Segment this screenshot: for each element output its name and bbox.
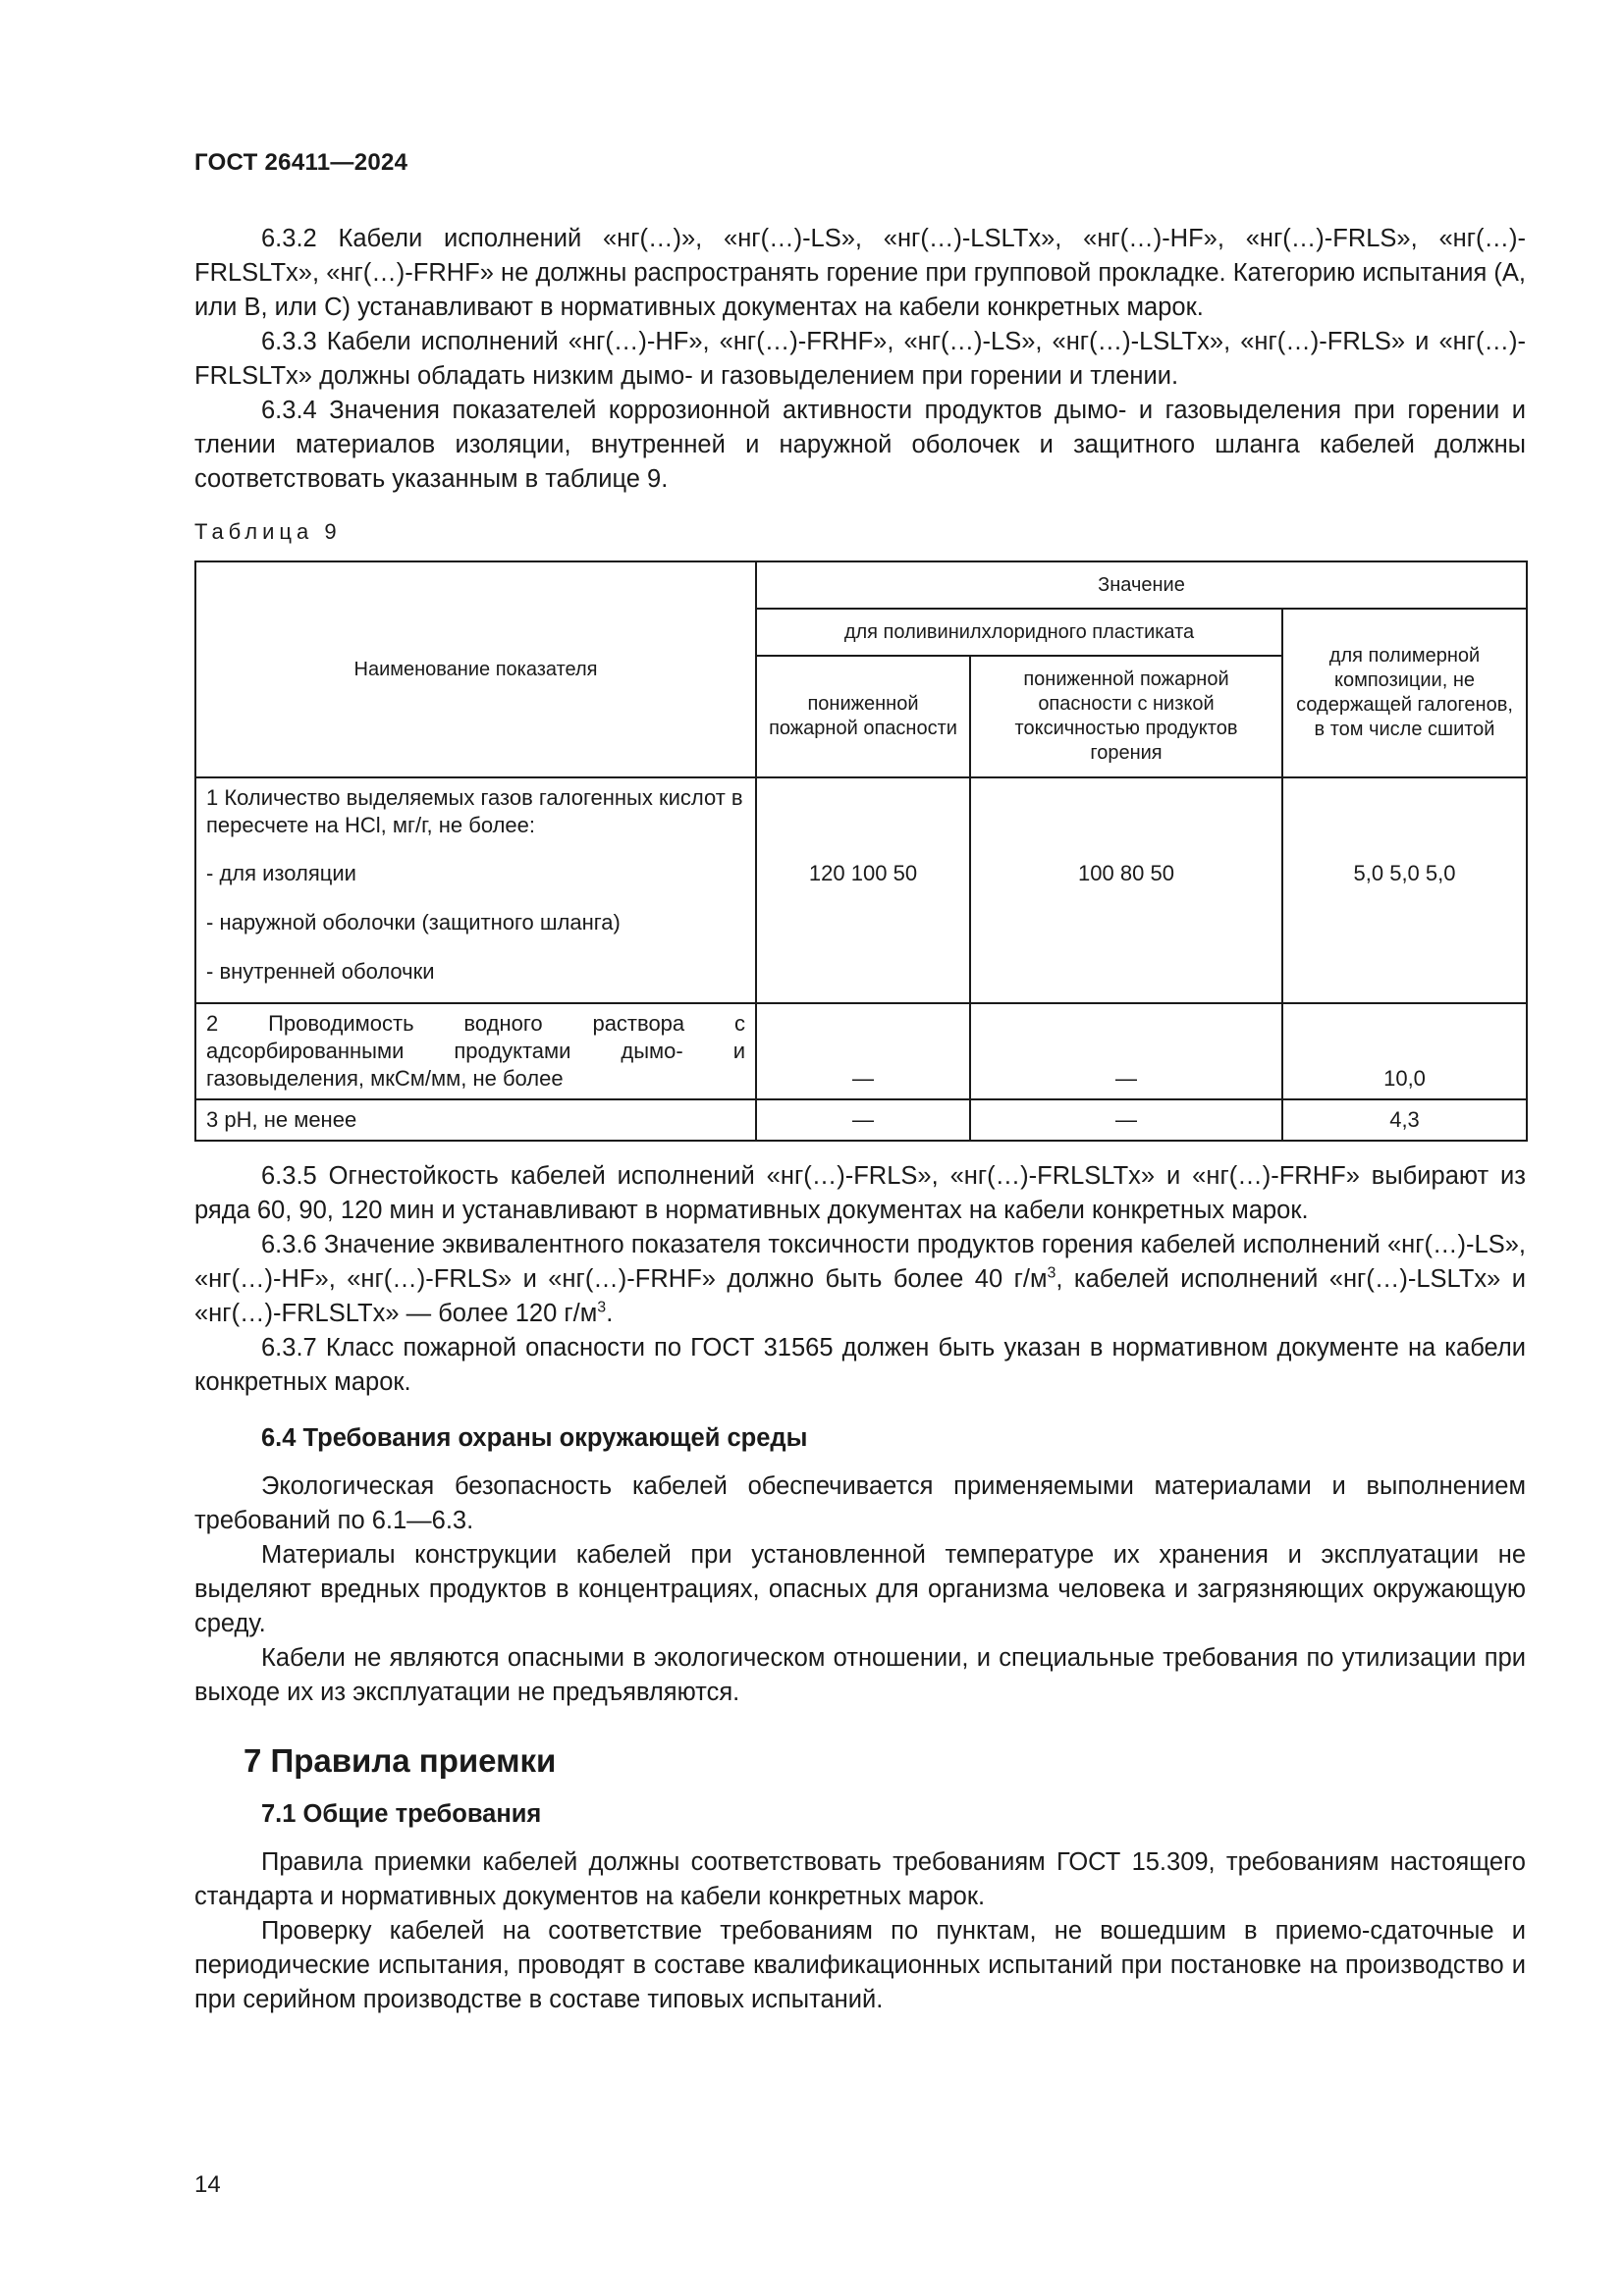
row1-sub-label: - для изоляции [206, 861, 356, 885]
header-halogen-free: для полимерной композиции, не содержащей галогенов, в том числе сшитой [1282, 609, 1527, 777]
row1-sub-label: - наружной оболочки (защитного шланга) [206, 910, 621, 934]
paragraph-6-3-4: 6.3.4 Значения показателей коррозионной активности продуктов дымо- и газовыделения при горении и тлении материалов изоляции, внутренней и наружной оболочек и защитного шланга кабелей должны соответствовать указанным в таблице 9. [194, 397, 1526, 493]
row1-col-pvc-low [756, 777, 970, 1003]
table-row [195, 1099, 1527, 1141]
row3-name: 3 рН, не менее [195, 1099, 756, 1141]
page-content [194, 222, 1526, 2017]
table-row [195, 777, 1527, 1003]
paragraph-6-3-3: 6.3.3 Кабели исполнений «нг(…)-HF», «нг(…)-FRHF», «нг(…)-LS», «нг(…)-LSLTx», «нг(…)-FRLS» и «нг(…)-FRLSLTx» должны обладать низким дымо- и газовыделением при горении и тлении. [194, 328, 1526, 390]
header-value-group: Значение [756, 561, 1527, 609]
paragraph-6-4-1: Экологическая безопасность кабелей обеспечивается применяемыми материалами и выполнением требований по 6.1—6.3. [194, 1472, 1526, 1534]
row1-sub-label: - внутренней оболочки [206, 959, 435, 984]
row1-col-halogen-free [1282, 777, 1527, 1003]
section-6-4-title: 6.4 Требования охраны окружающей среды [261, 1424, 808, 1452]
page-number: 14 [194, 2171, 221, 2198]
superscript: 3 [1047, 1264, 1056, 1282]
row3-col-halogen-free: 4,3 [1282, 1099, 1527, 1141]
header-pvc-low-fire-low-toxicity: пониженной пожарной опасности с низкой токсичностью продуктов горения [970, 656, 1282, 777]
table-row [195, 1003, 1527, 1099]
row1-title: 1 Количество выделяемых газов галогенных кислот в пересчете на HCl, мг/г, не более: [206, 785, 743, 837]
paragraph-6-3-2: 6.3.2 Кабели исполнений «нг(…)», «нг(…)-LS», «нг(…)-LSLTx», «нг(…)-HF», «нг(…)-FRLS», «нг(…)-FRLSLTx», «нг(…)-FRHF» не должны распространять горение при групповой прокладке. Категорию испытания (А, или В, или С) устанавливают в нормативных документах на кабели конкретных марок. [194, 225, 1526, 321]
paragraph-6-3-6: 6.3.6 Значение эквивалентного показателя токсичности продуктов горения кабелей исполнений «нг(…)-LS», «нг(…)-HF», «нг(…)-FRLS» и «нг(…)-FRHF» должно быть более 40 $г/м^3$, кабелей исполнений «нг(…)-LSLTx» и «нг(…)-FRLSLTx» — более 120 $г/м^3$. [194, 1231, 1526, 1327]
header-name-column: Наименование показателя [195, 561, 756, 777]
cell-value: 5,0 [1389, 861, 1420, 885]
cell-value: 100 [850, 861, 888, 885]
table-caption: Таблица 9 [194, 519, 342, 544]
cell-value: 80 [1119, 861, 1145, 885]
paragraph-6-3-5: 6.3.5 Огнестойкость кабелей исполнений «нг(…)-FRLS», «нг(…)-FRLSLTx» и «нг(…)-FRHF» выбирают из ряда 60, 90, 120 мин и устанавливают в нормативных документах на кабели конкретных марок. [194, 1162, 1526, 1224]
cell-value: 50 [1150, 861, 1174, 885]
paragraph-7-1-1: Правила приемки кабелей должны соответствовать требованиям ГОСТ 15.309, требованиям настоящего стандарта и нормативных документов на кабели конкретных марок. [194, 1848, 1526, 1910]
cell-value: 120 [808, 861, 845, 885]
row3-col-pvc-low: — [756, 1099, 970, 1141]
cell-value: 5,0 [1425, 861, 1456, 885]
row2-col-pvc-low: — [756, 1003, 970, 1099]
row2-col-halogen-free: 10,0 [1282, 1003, 1527, 1099]
cell-value: 5,0 [1353, 861, 1384, 885]
row1-col-pvc-low-tox [970, 777, 1282, 1003]
header-pvc-group: для поливинилхлоридного пластиката [756, 609, 1282, 656]
section-7-title: 7 Правила приемки [244, 1742, 557, 1779]
row2-name: 2 Проводимость водного раствора с адсорбированными продуктами дымо- и газовыделения, мкСм/мм, не более [195, 1003, 756, 1099]
row2-col-pvc-low-tox: — [970, 1003, 1282, 1099]
paragraph-6-4-2: Материалы конструкции кабелей при установленной температуре их хранения и эксплуатации не выделяют вредных продуктов в концентрациях, опасных для организма человека и загрязняющих окружающую среду. [194, 1541, 1526, 1637]
paragraph-6-3-7: 6.3.7 Класс пожарной опасности по ГОСТ 31565 должен быть указан в нормативном документе на кабели конкретных марок. [194, 1334, 1526, 1396]
superscript: 3 [597, 1299, 607, 1316]
document-header: ГОСТ 26411—2024 [194, 149, 408, 176]
cell-value: 50 [893, 861, 918, 885]
paragraph-6-4-3: Кабели не являются опасными в экологическом отношении, и специальные требования по утилизации при выходе их из эксплуатации не предъявляются. [194, 1644, 1526, 1706]
cell-value: 100 [1078, 861, 1114, 885]
table-9 [194, 561, 1528, 1142]
row3-col-pvc-low-tox: — [970, 1099, 1282, 1141]
section-7-1-title: 7.1 Общие требования [261, 1800, 542, 1828]
paragraph-7-1-2: Проверку кабелей на соответствие требованиям по пунктам, не вошедшим в приемо-сдаточные и периодические испытания, проводят в составе квалификационных испытаний при постановке на производство и при серийном производстве в составе типовых испытаний. [194, 1917, 1526, 2013]
row1-name [195, 777, 756, 1003]
header-pvc-low-fire: пониженной пожарной опасности [756, 656, 970, 777]
